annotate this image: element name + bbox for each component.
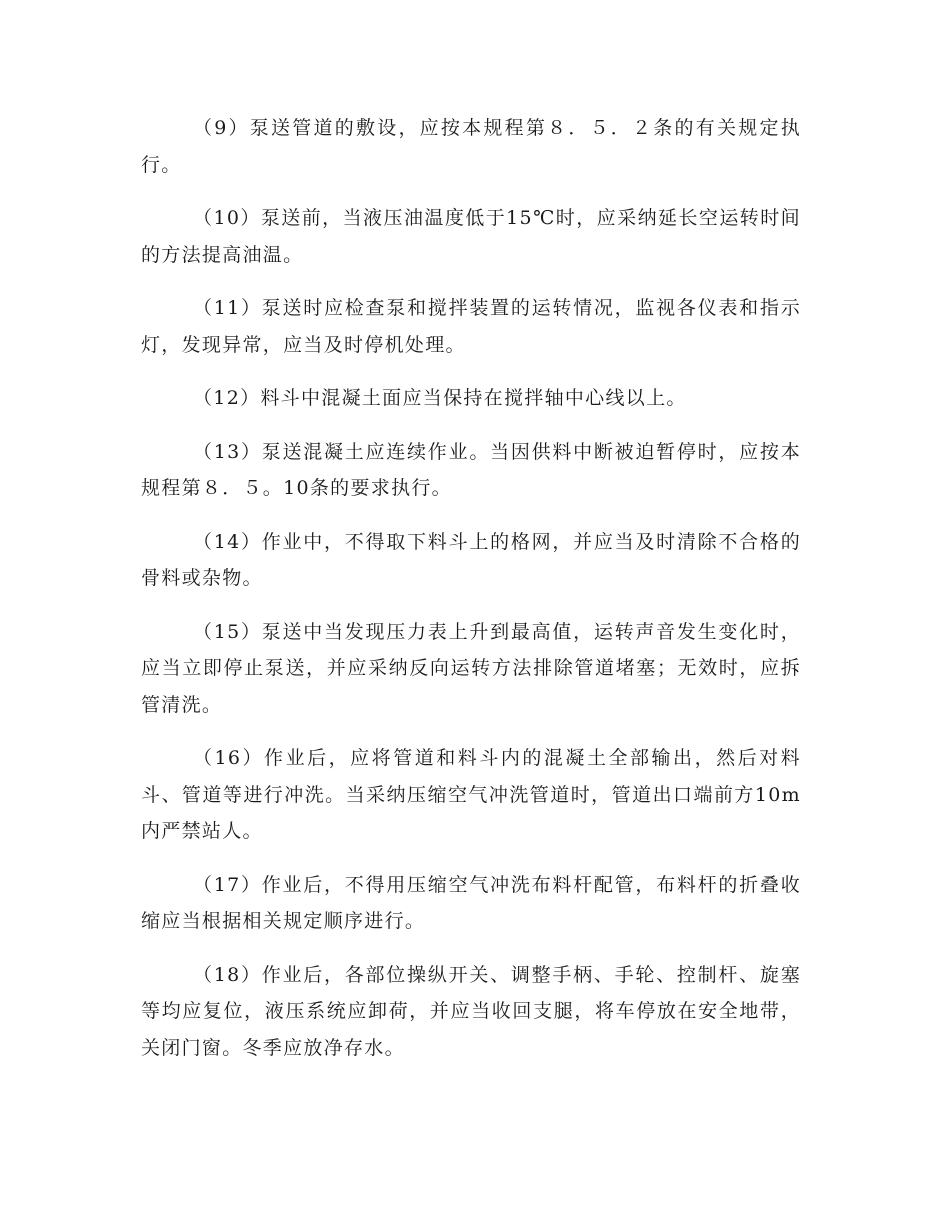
paragraph-17: （17）作业后，不得用压缩空气冲洗布料杆配管，布料杆的折叠收缩应当根据相关规定顺序进行。	[141, 873, 801, 932]
paragraph-10: （10）泵送前，当液压油温度低于15℃时，应采纳延长空运转时间的方法提高油温。	[141, 207, 801, 266]
paragraph-15: （15）泵送中当发现压力表上升到最高值，运转声音发生变化时，应当立即停止泵送，并应采纳反向运转方法排除管道堵塞；无效时，应拆管清洗。	[141, 620, 801, 716]
paragraph-16: （16）作业后，应将管道和料斗内的混凝土全部输出，然后对料斗、管道等进行冲洗。当采纳压缩空气冲洗管道时，管道出口端前方10m内严禁站人。	[141, 747, 801, 842]
document-body	[141, 110, 801, 1083]
paragraph-14: （14）作业中，不得取下料斗上的格网，并应当及时清除不合格的骨料或杂物。	[141, 530, 801, 589]
paragraph-12: （12）料斗中混凝土面应当保持在搅拌轴中心线以上。	[193, 387, 687, 409]
paragraph-13: （13）泵送混凝土应连续作业。当因供料中断被迫暂停时，应按本规程第８．５。10条的要求执行。	[141, 440, 801, 499]
paragraph-11: （11）泵送时应检查泵和搅拌装置的运转情况，监视各仪表和指示灯，发现异常，应当及时停机处理。	[141, 297, 801, 356]
paragraph-9: （9）泵送管道的敷设，应按本规程第８．５．２条的有关规定执行。	[141, 117, 801, 176]
paragraph-18: （18）作业后，各部位操纵开关、调整手柄、手轮、控制杆、旋塞等均应复位，液压系统应卸荷，并应当收回支腿，将车停放在安全地带，关闭门窗。冬季应放净存水。	[141, 963, 801, 1059]
